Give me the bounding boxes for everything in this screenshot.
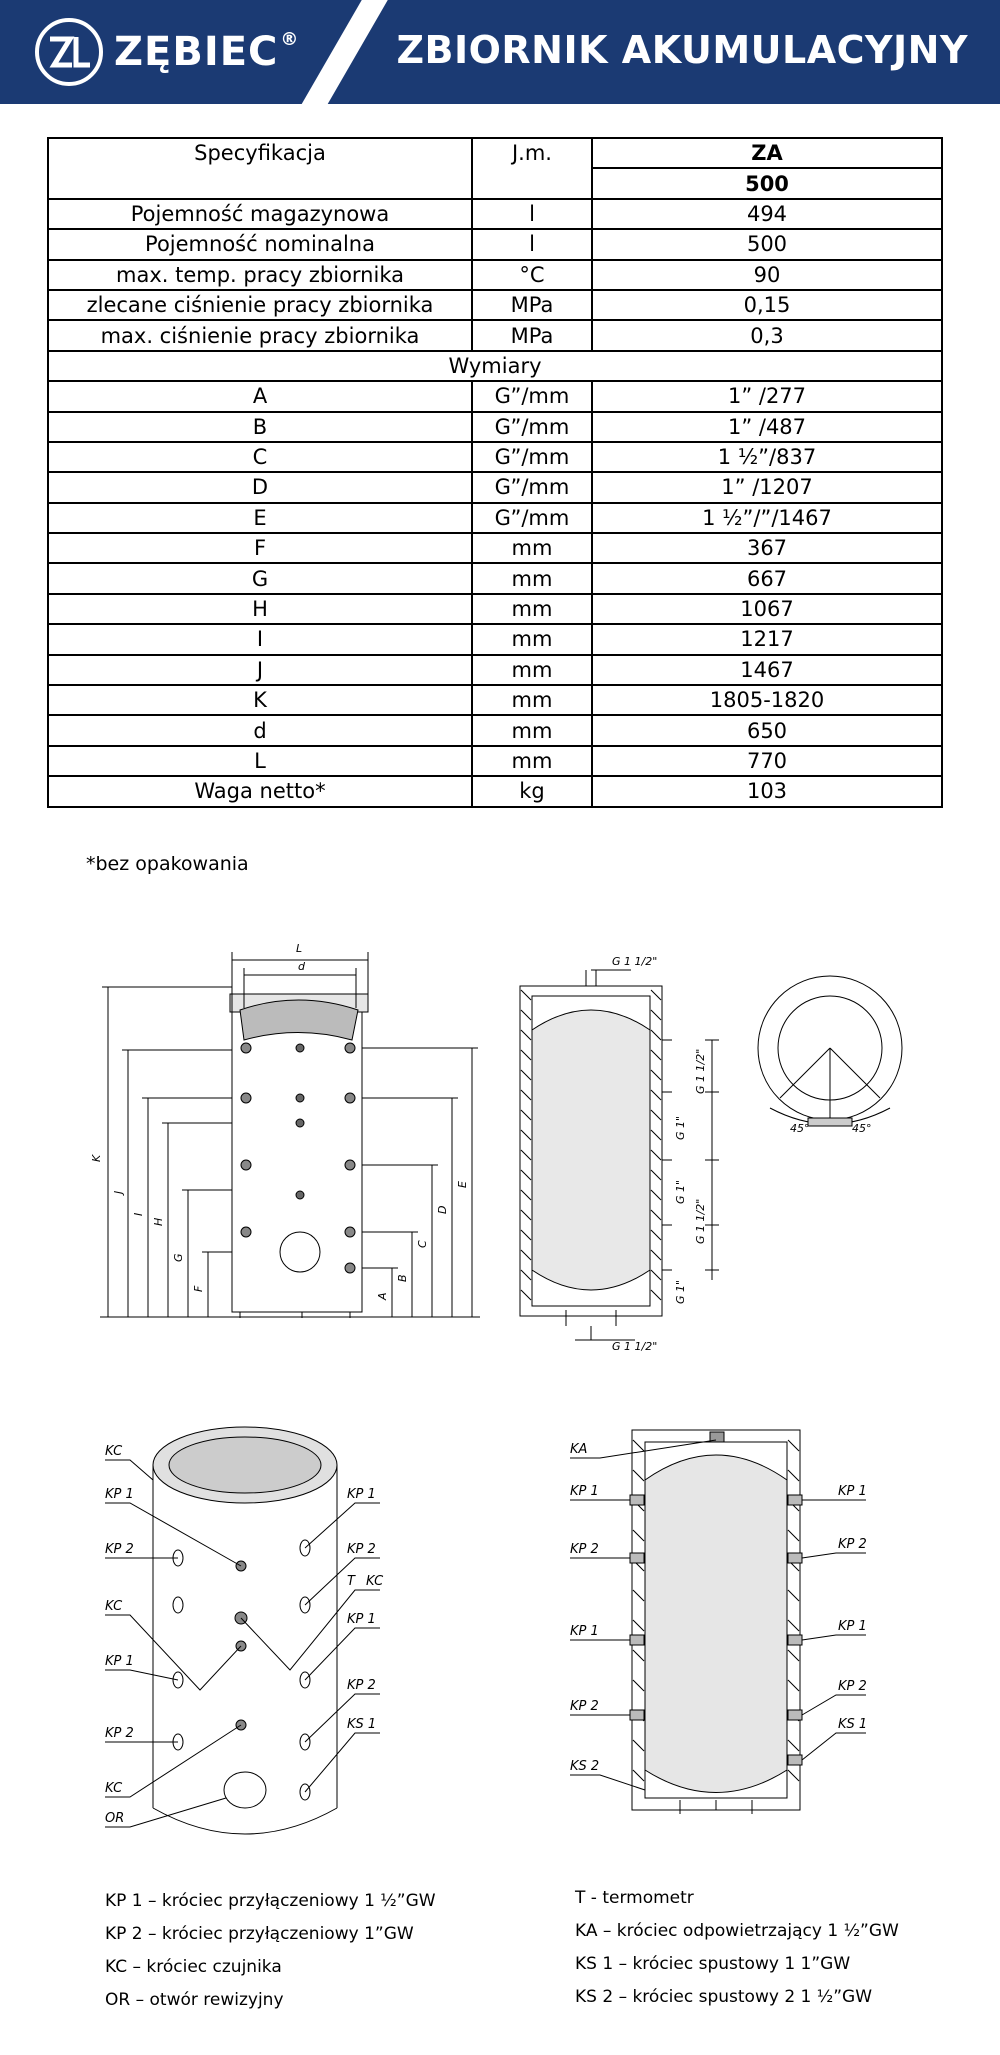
legend-item: KS 2 – króciec spustowy 2 1 ½”GW — [575, 1987, 873, 2007]
row-name: I — [48, 624, 472, 654]
row-name: D — [48, 472, 472, 502]
thread-label-5: G 1" — [674, 1279, 687, 1304]
sec-label-kp2-left-b: KP 2 — [570, 1699, 599, 1714]
row-name: F — [48, 533, 472, 563]
sec-label-kp1-left-b: KP 1 — [570, 1624, 599, 1639]
row-unit: mm — [472, 655, 592, 685]
row-name: J — [48, 655, 472, 685]
brand-name: ZĘBIEC ® — [114, 29, 300, 75]
row-unit: mm — [472, 685, 592, 715]
row-name: C — [48, 442, 472, 472]
row-unit: G”/mm — [472, 503, 592, 533]
thread-label-bottom: G 1 1/2" — [612, 1340, 658, 1353]
dim-label-F: F — [192, 1285, 205, 1292]
row-unit: G”/mm — [472, 412, 592, 442]
row-value: 667 — [592, 563, 942, 593]
legend-item: KC – króciec czujnika — [105, 1957, 282, 1977]
dim-label-D: D — [436, 1205, 449, 1214]
row-unit: l — [472, 229, 592, 259]
row-unit: G”/mm — [472, 381, 592, 411]
dim-label-H: H — [152, 1217, 165, 1226]
iso-label-kp1-3: KP 1 — [347, 1487, 376, 1502]
thread-label-3: G 1" — [674, 1179, 687, 1204]
row-unit: kg — [472, 776, 592, 806]
header-spec-cell: Specyfikacja — [48, 138, 472, 199]
dim-label-J: J — [112, 1190, 125, 1194]
iso-label-t: T — [347, 1574, 355, 1589]
legend-item: KS 1 – króciec spustowy 1 1”GW — [575, 1954, 851, 1974]
legend-item: KP 1 – króciec przyłączeniowy 1 ½”GW — [105, 1891, 436, 1911]
row-value: 90 — [592, 260, 942, 290]
sec-label-kp1-right-a: KP 1 — [838, 1484, 867, 1499]
row-value: 1467 — [592, 655, 942, 685]
row-unit: l — [472, 199, 592, 229]
row-value: 103 — [592, 776, 942, 806]
sec-label-kp2-left-a: KP 2 — [570, 1542, 599, 1557]
iso-label-kp1-1: KP 1 — [105, 1487, 134, 1502]
row-unit: mm — [472, 533, 592, 563]
row-name: max. ciśnienie pracy zbiornika — [48, 320, 472, 350]
dim-label-G: G — [172, 1253, 185, 1262]
iso-label-kp2-4: KP 2 — [347, 1678, 376, 1693]
legend-item: OR – otwór rewizyjny — [105, 1990, 284, 2010]
top-view-drawing — [758, 976, 902, 1126]
row-value: 1067 — [592, 594, 942, 624]
row-name: Pojemność magazynowa — [48, 199, 472, 229]
row-unit: °C — [472, 260, 592, 290]
row-name: L — [48, 746, 472, 776]
thread-label-4: G 1 1/2" — [694, 1198, 707, 1244]
sec-label-ks1: KS 1 — [838, 1717, 868, 1732]
dim-label-d: d — [298, 960, 305, 973]
header-model-cell: ZA — [592, 138, 942, 168]
row-value: 1 ½”/837 — [592, 442, 942, 472]
row-value: 0,3 — [592, 320, 942, 350]
sec-label-kp2-right-a: KP 2 — [838, 1537, 867, 1552]
row-name: G — [48, 563, 472, 593]
dim-label-I: I — [132, 1212, 145, 1216]
sec-label-kp1-left-a: KP 1 — [570, 1484, 599, 1499]
row-unit: G”/mm — [472, 472, 592, 502]
dim-label-B: B — [396, 1274, 409, 1282]
row-unit: G”/mm — [472, 442, 592, 472]
iso-label-kp1-4: KP 1 — [347, 1612, 376, 1627]
legend-item: T - termometr — [575, 1888, 694, 1908]
isometric-view-drawing — [105, 1427, 380, 1834]
sec-label-kp1-right-b: KP 1 — [838, 1619, 867, 1634]
row-unit: mm — [472, 624, 592, 654]
sec-label-ka: KA — [570, 1442, 588, 1457]
row-name: Waga netto* — [48, 776, 472, 806]
thread-label-1: G 1 1/2" — [694, 1048, 707, 1094]
row-value: 650 — [592, 715, 942, 745]
iso-label-ks1: KS 1 — [347, 1717, 377, 1732]
row-name: max. temp. pracy zbiornika — [48, 260, 472, 290]
row-name: H — [48, 594, 472, 624]
dim-label-A: A — [376, 1292, 389, 1300]
angle-label-left: 45° — [790, 1122, 810, 1135]
footnote: *bez opakowania — [86, 853, 249, 875]
iso-label-kp2-3: KP 2 — [347, 1542, 376, 1557]
row-name: Pojemność nominalna — [48, 229, 472, 259]
section-view-right-drawing — [570, 1430, 866, 1814]
iso-label-kc-2: KC — [105, 1599, 123, 1614]
row-name: A — [48, 381, 472, 411]
row-value: 367 — [592, 533, 942, 563]
iso-label-kc-3: KC — [105, 1781, 123, 1796]
section-title: Wymiary — [48, 351, 942, 381]
header-capacity-cell: 500 — [592, 168, 942, 198]
row-unit: mm — [472, 746, 592, 776]
iso-label-kp2-2: KP 2 — [105, 1726, 134, 1741]
row-unit: mm — [472, 594, 592, 624]
row-value: 1” /487 — [592, 412, 942, 442]
row-value: 0,15 — [592, 290, 942, 320]
iso-label-kc-1: KC — [105, 1444, 123, 1459]
row-unit: mm — [472, 715, 592, 745]
document-title: ZBIORNIK AKUMULACYJNY — [396, 28, 968, 72]
iso-label-or: OR — [105, 1811, 125, 1826]
iso-label-kp2-1: KP 2 — [105, 1542, 134, 1557]
row-value: 1805-1820 — [592, 685, 942, 715]
row-unit: mm — [472, 563, 592, 593]
dim-label-E: E — [456, 1181, 469, 1188]
legend-right — [575, 1882, 899, 2014]
iso-label-kp1-2: KP 1 — [105, 1654, 134, 1669]
row-name: K — [48, 685, 472, 715]
sec-label-ks2: KS 2 — [570, 1759, 600, 1774]
row-name: d — [48, 715, 472, 745]
row-name: B — [48, 412, 472, 442]
row-value: 1 ½”/”/1467 — [592, 503, 942, 533]
row-value: 500 — [592, 229, 942, 259]
legend-item: KA – króciec odpowietrzający 1 ½”GW — [575, 1921, 899, 1941]
legend-left — [105, 1885, 436, 2017]
front-view-drawing — [100, 952, 480, 1318]
dim-label-L: L — [296, 942, 303, 955]
sec-label-kp2-right-b: KP 2 — [838, 1679, 867, 1694]
row-value: 1” /1207 — [592, 472, 942, 502]
row-name: E — [48, 503, 472, 533]
row-value: 1” /277 — [592, 381, 942, 411]
legend-item: KP 2 – króciec przyłączeniowy 1”GW — [105, 1924, 414, 1944]
row-value: 494 — [592, 199, 942, 229]
thread-label-2: G 1" — [674, 1115, 687, 1140]
section-view-drawing — [520, 970, 719, 1340]
row-name: zlecane ciśnienie pracy zbiornika — [48, 290, 472, 320]
row-value: 1217 — [592, 624, 942, 654]
dim-label-K: K — [90, 1154, 103, 1162]
row-unit: MPa — [472, 290, 592, 320]
row-unit: MPa — [472, 320, 592, 350]
angle-label-right: 45° — [852, 1122, 872, 1135]
thread-label-top: G 1 1/2" — [612, 955, 658, 968]
row-value: 770 — [592, 746, 942, 776]
dim-label-C: C — [416, 1240, 429, 1248]
header-unit-cell: J.m. — [472, 138, 592, 199]
iso-label-kc-4: KC — [366, 1574, 384, 1589]
